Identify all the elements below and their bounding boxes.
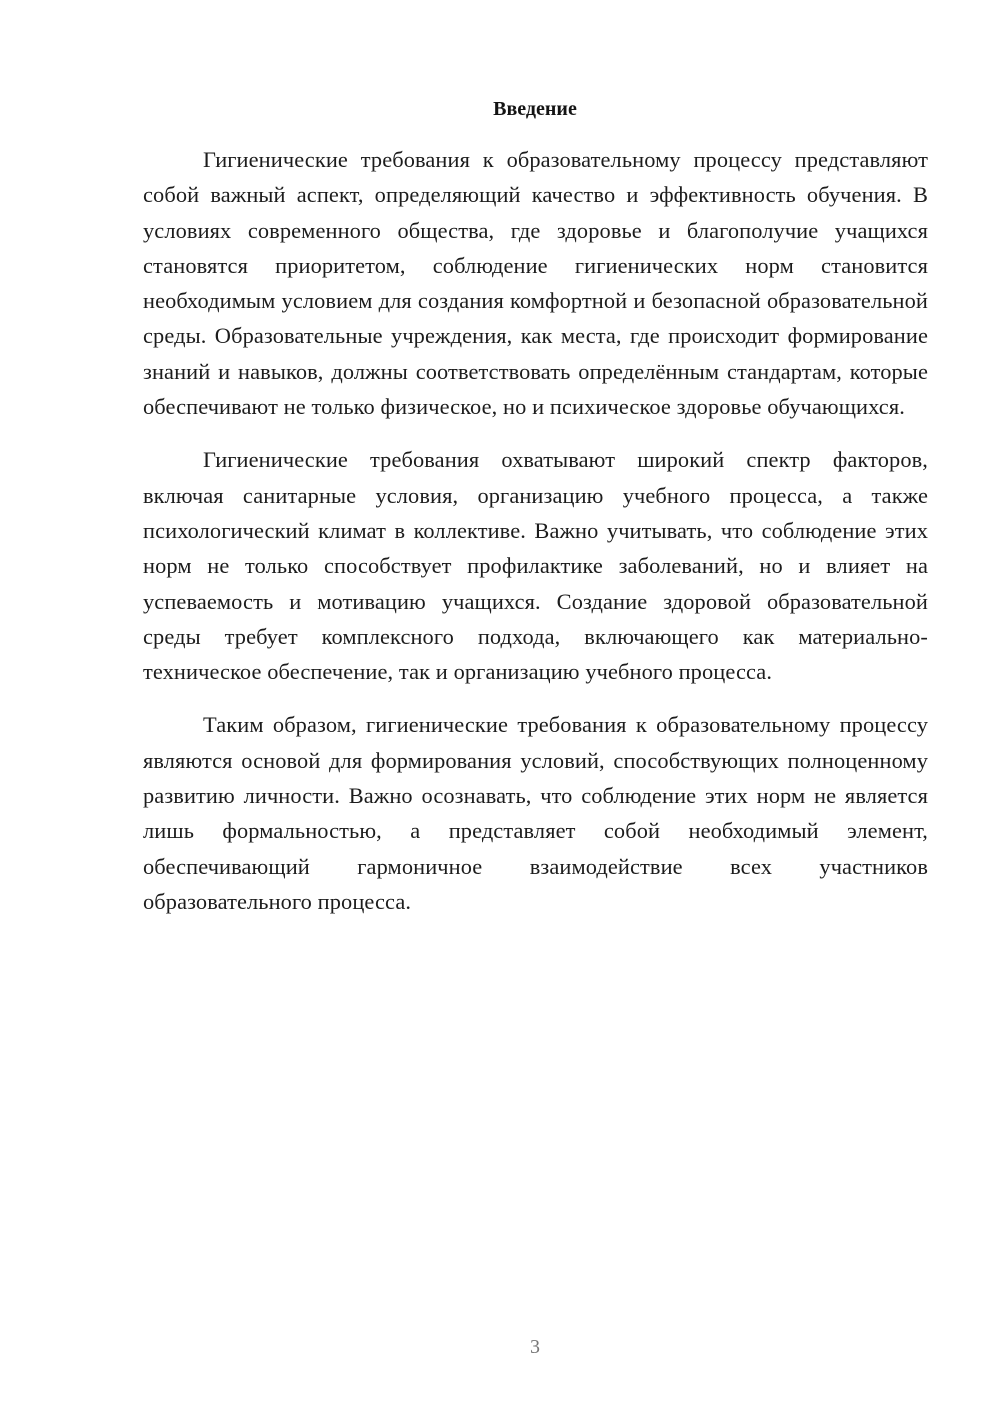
paragraph-2: Гигиенические требования охватывают широкий спектр факторов, включая санитарные условия, организацию учебного процесса, а также психологический климат в коллективе. Важно учитывать, что соблюдение этих норм не только способствует профилактике заболеваний, но и влияет на успеваемость и мотивацию учащихся. Создание здоровой образовательной среды требует комплексного подхода, включающего как материально-техническое обеспечение, так и организацию учебного процесса. [143, 447, 928, 685]
page-title: Введение [493, 98, 577, 120]
page-number: 3 [530, 1336, 540, 1358]
paragraph-1: Гигиенические требования к образовательному процессу представляют собой важный аспект, определяющий качество и эффективность обучения. В условиях современного общества, где здоровье и благополучие учащихся становятся приоритетом, соблюдение гигиенических норм становится необходимым условием для создания комфортной и безопасной образовательной среды. Образовательные учреждения, как места, где происходит формирование знаний и навыков, должны соответствовать определённым стандартам, которые обеспечивают не только физическое, но и психическое здоровье обучающихся. [143, 147, 928, 420]
document-body [143, 142, 928, 937]
paragraph-3: Таким образом, гигиенические требования к образовательному процессу являются основой для формирования условий, способствующих полноценному развитию личности. Важно осознавать, что соблюдение этих норм не является лишь формальностью, а представляет собой необходимый элемент, обеспечивающий гармоничное взаимодействие всех участников образовательного процесса. [143, 712, 928, 914]
